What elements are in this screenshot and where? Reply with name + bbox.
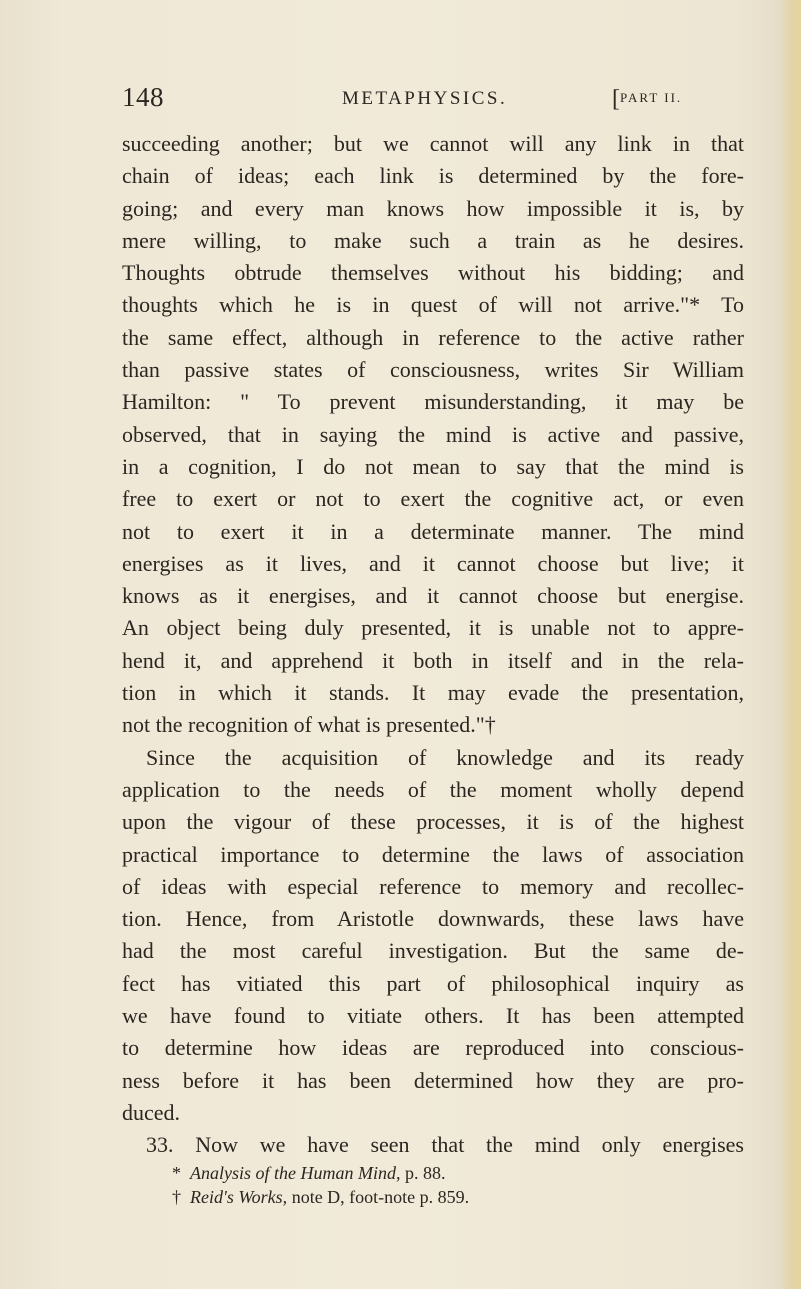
text-line: An object being duly presented, it is unable not to appre-: [122, 615, 744, 641]
text-line: tion in which it stands. It may evade the presentation,: [122, 680, 744, 706]
text-line: observed, that in saying the mind is active and passive,: [122, 421, 744, 447]
body-text: [122, 128, 744, 1162]
text-line: succeeding another; but we cannot will any link in that: [122, 131, 744, 156]
footnote-mark: †: [172, 1187, 181, 1207]
text-line: Hamilton: " To prevent misunderstanding, it may be: [122, 389, 744, 415]
text-line: we have found to vitiate others. It has been attempted: [122, 1003, 744, 1029]
footnote: [172, 1185, 732, 1209]
text-line: mere willing, to make such a train as he desires.: [122, 227, 744, 253]
text-line: to determine how ideas are reproduced into conscious-: [122, 1035, 744, 1061]
part-bracket: [: [612, 86, 620, 112]
text-line: the same effect, although in reference to the active rather: [122, 324, 744, 350]
text-line: fect has vitiated this part of philosophical inquiry as: [122, 970, 744, 996]
text-line: tion. Hence, from Aristotle downwards, these laws have: [122, 906, 744, 932]
footnote-mark: *: [172, 1163, 181, 1183]
text-line: Since the acquisition of knowledge and its ready: [146, 744, 744, 770]
text-line: hend it, and apprehend it both in itself and in the rela-: [122, 647, 744, 673]
page-number: 148: [122, 82, 164, 112]
text-line: not to exert it in a determinate manner. The mind: [122, 518, 744, 544]
footnote-ref: note D, foot-note p. 859.: [287, 1187, 470, 1207]
running-title: METAPHYSICS.: [342, 88, 508, 109]
text-line: than passive states of consciousness, writes Sir William: [122, 357, 744, 383]
text-line: chain of ideas; each link is determined by the fore-: [122, 163, 744, 189]
text-line: Thoughts obtrude themselves without his bidding; and: [122, 260, 744, 286]
text-line: upon the vigour of these processes, it is of the highest: [122, 809, 744, 835]
footnotes: [172, 1161, 732, 1209]
text-line: of ideas with especial reference to memory and recollec-: [122, 873, 744, 899]
text-line: application to the needs of the moment wholly depend: [122, 776, 744, 802]
part-text: PART II.: [620, 90, 683, 105]
text-line: in a cognition, I do not mean to say that the mind is: [122, 453, 744, 479]
text-line: going; and every man knows how impossible it is, by: [122, 195, 744, 221]
page-edge-shadow: [779, 0, 801, 1289]
part-label: [612, 86, 682, 113]
footnote: [172, 1161, 732, 1185]
text-line: practical importance to determine the laws of association: [122, 841, 744, 867]
text-line: had the most careful investigation. But the same de-: [122, 938, 744, 964]
text-line: not the recognition of what is presented."†: [122, 712, 496, 738]
text-line: thoughts which he is in quest of will not arrive."* To: [122, 292, 744, 318]
text-line: knows as it energises, and it cannot choose but energise.: [122, 583, 744, 609]
footnote-title: Analysis of the Human Mind,: [190, 1163, 401, 1183]
text-line: energises as it lives, and it cannot choose but live; it: [122, 550, 744, 576]
text-line: ness before it has been determined how they are pro-: [122, 1067, 744, 1093]
text-line: duced.: [122, 1099, 181, 1125]
footnote-ref: p. 88.: [400, 1163, 446, 1183]
section-33-line: 33. Now we have seen that the mind only energises: [146, 1132, 744, 1158]
text-line: free to exert or not to exert the cognitive act, or even: [122, 486, 744, 512]
footnote-title: Reid's Works,: [190, 1187, 288, 1207]
page-header: [122, 82, 742, 126]
